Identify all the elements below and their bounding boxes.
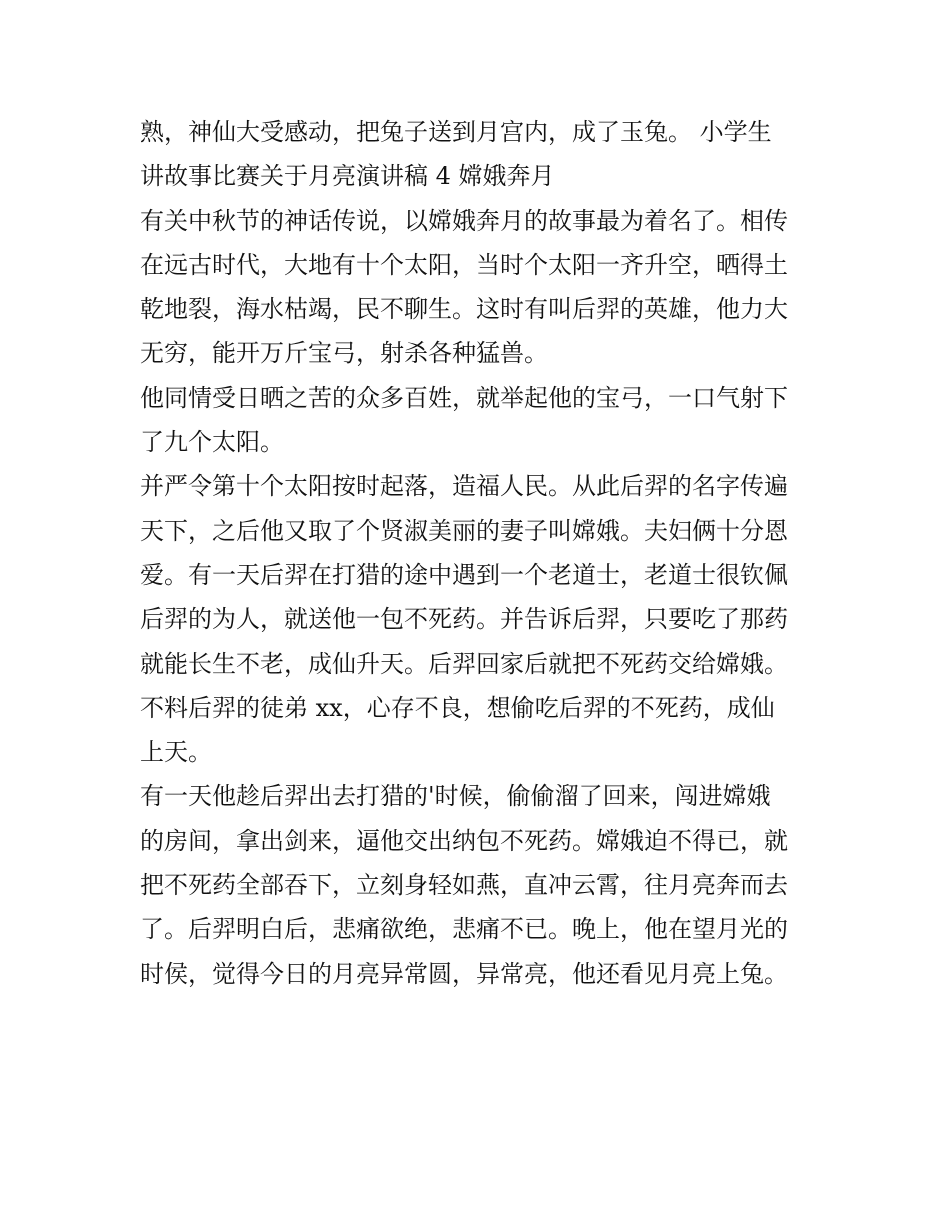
text-line-19: 了。后羿明白后，悲痛欲绝，悲痛不已。晚上，他在望月光的 <box>140 915 788 944</box>
text-line-18: 把不死药全部吞下，立刻身轻如燕，直冲云霄，往月亮奔而去 <box>140 871 788 900</box>
text-line-13: 就能长生不老，成仙升天。后羿回家后就把不死药交给嫦娥。 <box>140 649 788 678</box>
text-line-1: 熟，神仙大受感动，把兔子送到月宫内，成了玉兔。 小学生 <box>140 118 772 146</box>
text-line-12: 后羿的为人，就送他一包不死药。并告诉后羿，只要吃了那药 <box>140 605 788 634</box>
text-line-4: 在远古时代，大地有十个太阳，当时个太阳一齐升空，晒得土 <box>140 250 788 279</box>
body-text <box>140 110 820 996</box>
text-line-14: 不料后羿的徒弟 xx，心存不良，想偷吃后羿的不死药，成仙 <box>140 693 775 722</box>
text-line-8: 了九个太阳。 <box>140 428 284 457</box>
text-line-2: 讲故事比赛关于月亮演讲稿 4 嫦娥奔月 <box>140 162 555 191</box>
text-line-9: 并严令第十个太阳按时起落，造福人民。从此后羿的名字传遍 <box>140 472 788 501</box>
text-line-3: 有关中秋节的神话传说，以嫦娥奔月的故事最为着名了。相传 <box>140 206 788 235</box>
text-line-11: 爱。有一天后羿在打猎的途中遇到一个老道士，老道士很钦佩 <box>140 560 788 589</box>
text-line-7: 他同情受日晒之苦的众多百姓，就举起他的宝弓，一口气射下 <box>140 383 788 412</box>
text-line-20: 时侯，觉得今日的月亮异常圆，异常亮，他还看见月亮上兔。 <box>140 959 788 988</box>
text-line-5: 乾地裂，海水枯竭，民不聊生。这时有叫后羿的英雄，他力大 <box>140 295 788 324</box>
text-line-6: 无穷，能开万斤宝弓，射杀各种猛兽。 <box>140 339 548 368</box>
text-line-15: 上天。 <box>140 738 212 767</box>
text-line-16: 有一天他趁后羿出去打猎的'时候，偷偷溜了回来，闯进嫦娥 <box>140 782 771 811</box>
text-line-10: 天下，之后他又取了个贤淑美丽的妻子叫嫦娥。夫妇俩十分恩 <box>140 516 788 545</box>
text-line-17: 的房间，拿出剑来，逼他交出纳包不死药。嫦娥迫不得已，就 <box>140 826 788 855</box>
